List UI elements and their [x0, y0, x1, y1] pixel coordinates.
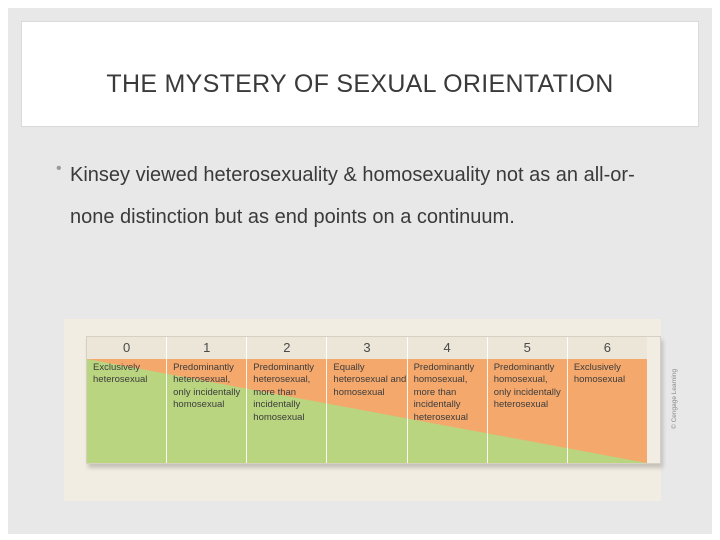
scale-label-3: Equally heterosexual and homosexual: [327, 359, 407, 463]
slide: [8, 8, 712, 534]
kinsey-scale-figure: [64, 319, 678, 501]
scale-number-0: 0: [87, 337, 167, 359]
scale-label-1: Predominantly heterosexual, only incidentally homosexual: [167, 359, 247, 463]
scale-label-5: Predominantly homosexual, only incidentally heterosexual: [488, 359, 568, 463]
scale-number-6: 6: [603, 340, 612, 355]
scale-number-5: 5: [488, 337, 568, 359]
scale-label-6: Exclusively homosexual: [573, 362, 626, 386]
kinsey-scale: [86, 336, 678, 464]
scale-number-2: 2: [247, 337, 327, 359]
bullet-list: [56, 154, 676, 238]
slide-title: THE MYSTERY OF SEXUAL ORIENTATION: [106, 70, 614, 98]
bullet-text: Kinsey viewed heterosexuality & homosexuality not as an all-or-none distinction but as end points on a continuum.: [70, 164, 635, 228]
credit-strip: [647, 337, 660, 463]
scale-label-2: Predominantly heterosexual, more than incidentally homosexual: [247, 359, 327, 463]
scale-number-4: 4: [408, 337, 488, 359]
scale-number-3: 3: [327, 337, 407, 359]
scale-number-1: 1: [167, 337, 247, 359]
scale-description-row: [87, 359, 647, 463]
scale-label-4: Predominantly homosexual, more than incidentally heterosexual: [408, 359, 488, 463]
scale-number-row: [87, 337, 647, 359]
bullet-dot-icon: •: [56, 160, 62, 177]
scale-label-0: Exclusively heterosexual: [87, 359, 167, 463]
image-credit: © Cengage Learning: [671, 368, 678, 429]
title-box: [22, 22, 698, 126]
